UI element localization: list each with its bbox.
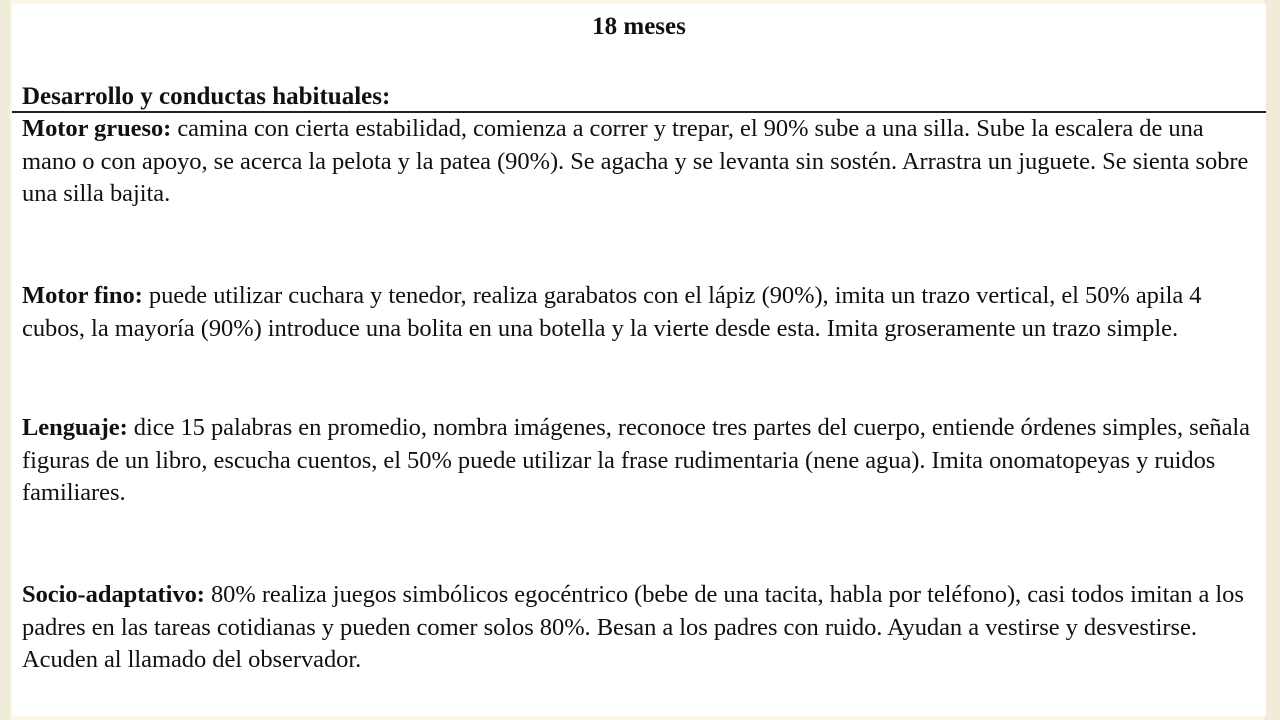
paragraph-label: Motor grueso: [22, 115, 172, 142]
paragraph-text: 80% realiza juegos simbólicos egocéntrico (bebe de una tacita, habla por teléfono), casi todos imitan a los padres en las tareas cotidianas y pueden comer solos 80%. Besan a los padres con ruido. Ayudan a vestirse y desvestirse. Acuden al llamado del observador. [22, 581, 1244, 673]
paragraph-text: camina con cierta estabilidad, comienza a correr y trepar, el 90% sube a una silla. Sube la escalera de una mano o con apoyo, se acerca la pelota y la patea (90%). Se agacha y se levanta sin sostén. Arrastra un juguete. Se sienta sobre una silla bajita. [22, 115, 1249, 207]
right-margin-strip [1264, 0, 1280, 720]
document-title: 18 meses [592, 13, 686, 40]
paragraph-label: Motor fino: [22, 282, 143, 309]
paragraph-socio-adaptativo [22, 579, 1258, 677]
left-margin-strip [0, 0, 10, 720]
paragraph-motor-fino [22, 280, 1258, 345]
paragraph-lenguaje [22, 412, 1258, 510]
document-sheet [12, 4, 1266, 716]
paragraph-label: Socio-adaptativo: [22, 581, 205, 608]
section-header: Desarrollo y conductas habituales: [22, 83, 391, 110]
paragraph-text: dice 15 palabras en promedio, nombra imágenes, reconoce tres partes del cuerpo, entiende órdenes simples, señala figuras de un libro, escucha cuentos, el 50% puede utilizar la frase rudimentaria (nene agua). Imita onomatopeyas y ruidos familiares. [22, 414, 1251, 506]
paragraph-label: Lenguaje: [22, 414, 128, 441]
paragraph-motor-grueso [22, 113, 1258, 211]
paragraph-text: puede utilizar cuchara y tenedor, realiza garabatos con el lápiz (90%), imita un trazo vertical, el 50% apila 4 cubos, la mayoría (90%) introduce una bolita en una botella y la vierte desde esta. Imita groseramente un trazo simple. [22, 282, 1202, 342]
